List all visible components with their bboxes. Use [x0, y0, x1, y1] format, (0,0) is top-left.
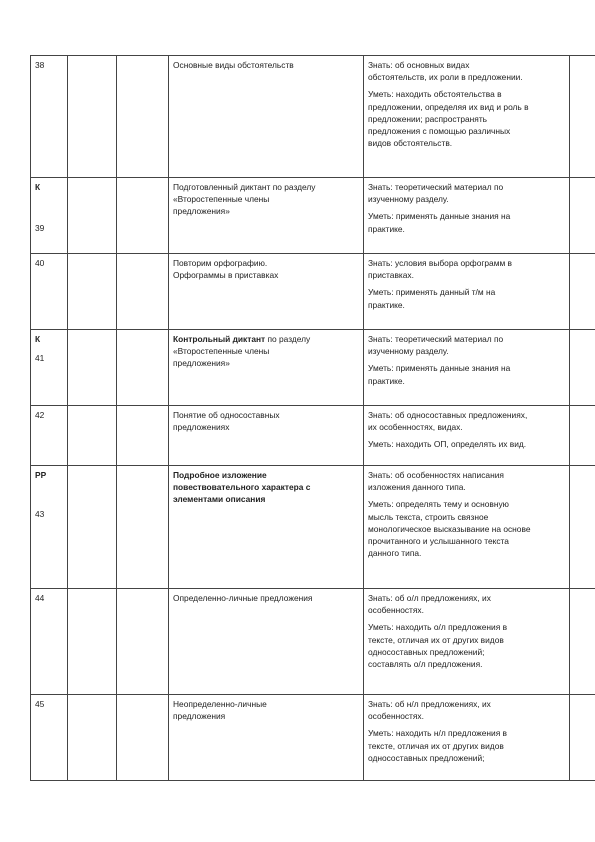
able-text: Уметь: определять тему и основную мысль текста, строить связное монологическое высказывание на основе прочитанного и услышанного текста данного типа. [368, 499, 531, 559]
lesson-number-cell [31, 406, 68, 466]
lesson-number: 38 [35, 60, 45, 70]
lesson-number: 45 [35, 699, 45, 709]
empty-cell [117, 406, 169, 466]
lesson-number-cell [31, 254, 68, 330]
able-text: Уметь: применять данные знания на практике. [368, 211, 511, 234]
lesson-topic: Подготовленный диктант по разделу «Второстепенные члены предложения» [173, 182, 316, 217]
empty-cell [570, 254, 595, 330]
empty-cell [570, 589, 595, 695]
able-text: Уметь: применять данный т/м на практике. [368, 287, 496, 310]
empty-cell [68, 406, 117, 466]
able-text: Уметь: находить о/л предложения в тексте, отличая их от других видов односоставных предложений; составлять о/л предложения. [368, 622, 508, 670]
empty-cell [68, 178, 117, 254]
lesson-topic-cell [169, 406, 364, 466]
requirements-cell [364, 466, 570, 589]
lesson-topic-cell [169, 254, 364, 330]
requirements-cell [364, 178, 570, 254]
table-row [31, 406, 595, 466]
know-text: Знать: об основных видах обстоятельств, их роли в предложении. [368, 60, 523, 83]
empty-cell [68, 56, 117, 178]
empty-cell [68, 330, 117, 406]
know-text: Знать: об односоставных предложениях, их особенностях, видах. [368, 410, 528, 433]
lesson-topic-rest: по разделу «Второстепенные члены предложения» [173, 334, 311, 369]
lesson-type-code: РР [35, 470, 47, 480]
know-text: Знать: теоретический материал по изученному разделу. [368, 334, 504, 357]
lesson-topic: Понятие об односоставных предложениях [173, 410, 280, 433]
lesson-topic [173, 333, 359, 370]
requirements-cell [364, 406, 570, 466]
empty-cell [68, 695, 117, 781]
empty-cell [117, 330, 169, 406]
empty-cell [68, 254, 117, 330]
lesson-number: 44 [35, 593, 45, 603]
lesson-topic: Неопределенно-личные предложения [173, 699, 267, 722]
requirements-cell [364, 330, 570, 406]
lesson-number-cell [31, 695, 68, 781]
lesson-topic: Повторим орфографию. Орфограммы в приставках [173, 258, 279, 281]
empty-cell [117, 178, 169, 254]
lesson-number: 42 [35, 410, 45, 420]
table-row [31, 589, 595, 695]
know-text: Знать: об о/л предложениях, их особенностях. [368, 593, 491, 616]
lesson-number-cell [31, 56, 68, 178]
table-row [31, 56, 595, 178]
lesson-topic-cell [169, 695, 364, 781]
empty-cell [570, 406, 595, 466]
table-row [31, 695, 595, 781]
know-text: Знать: об н/л предложениях, их особенностях. [368, 699, 491, 722]
empty-cell [570, 695, 595, 781]
lesson-topic: Основные виды обстоятельств [173, 60, 294, 70]
lesson-topic-bold: Подробное изложение повествовательного характера с элементами описания [173, 470, 311, 505]
able-text: Уметь: находить н/л предложения в тексте, отличая их от других видов односоставных предложений; [368, 728, 508, 763]
empty-cell [117, 254, 169, 330]
lesson-topic-cell [169, 178, 364, 254]
lesson-topic-cell [169, 56, 364, 178]
lesson-number: 43 [35, 509, 45, 520]
empty-cell [68, 466, 117, 589]
lesson-number: 41 [35, 353, 45, 364]
lesson-topic-bold: Контрольный диктант [173, 334, 266, 344]
lesson-number-cell [31, 178, 68, 254]
empty-cell [570, 466, 595, 589]
lesson-plan-table [30, 55, 595, 781]
able-text: Уметь: находить ОП, определять их вид. [368, 439, 527, 450]
empty-cell [117, 466, 169, 589]
lesson-type-code: К [35, 182, 41, 192]
know-text: Знать: теоретический материал по изученному разделу. [368, 182, 504, 205]
table-row [31, 330, 595, 406]
know-text: Знать: об особенностях написания изложения данного типа. [368, 470, 504, 493]
lesson-topic-cell [169, 589, 364, 695]
lesson-topic-cell [169, 330, 364, 406]
empty-cell [117, 589, 169, 695]
lesson-number-cell [31, 330, 68, 406]
empty-cell [570, 56, 595, 178]
lesson-topic-cell [169, 466, 364, 589]
requirements-cell [364, 254, 570, 330]
requirements-cell [364, 695, 570, 781]
lesson-number-cell [31, 589, 68, 695]
requirements-cell [364, 589, 570, 695]
lesson-number: 39 [35, 223, 45, 234]
lesson-number-cell [31, 466, 68, 589]
know-text: Знать: условия выбора орфограмм в приставках. [368, 258, 513, 281]
empty-cell [117, 695, 169, 781]
table-row [31, 254, 595, 330]
requirements-cell [364, 56, 570, 178]
able-text: Уметь: находить обстоятельства в предложении, определяя их вид и роль в предложении; распространять предложения с помощью различных видов обстоятельств. [368, 89, 529, 149]
empty-cell [117, 56, 169, 178]
able-text: Уметь: применять данные знания на практике. [368, 363, 511, 386]
table-row [31, 178, 595, 254]
empty-cell [570, 178, 595, 254]
table-row [31, 466, 595, 589]
lesson-number: 40 [35, 258, 45, 268]
lesson-type-code: К [35, 334, 41, 344]
lesson-topic: Определенно-личные предложения [173, 593, 313, 603]
empty-cell [570, 330, 595, 406]
empty-cell [68, 589, 117, 695]
